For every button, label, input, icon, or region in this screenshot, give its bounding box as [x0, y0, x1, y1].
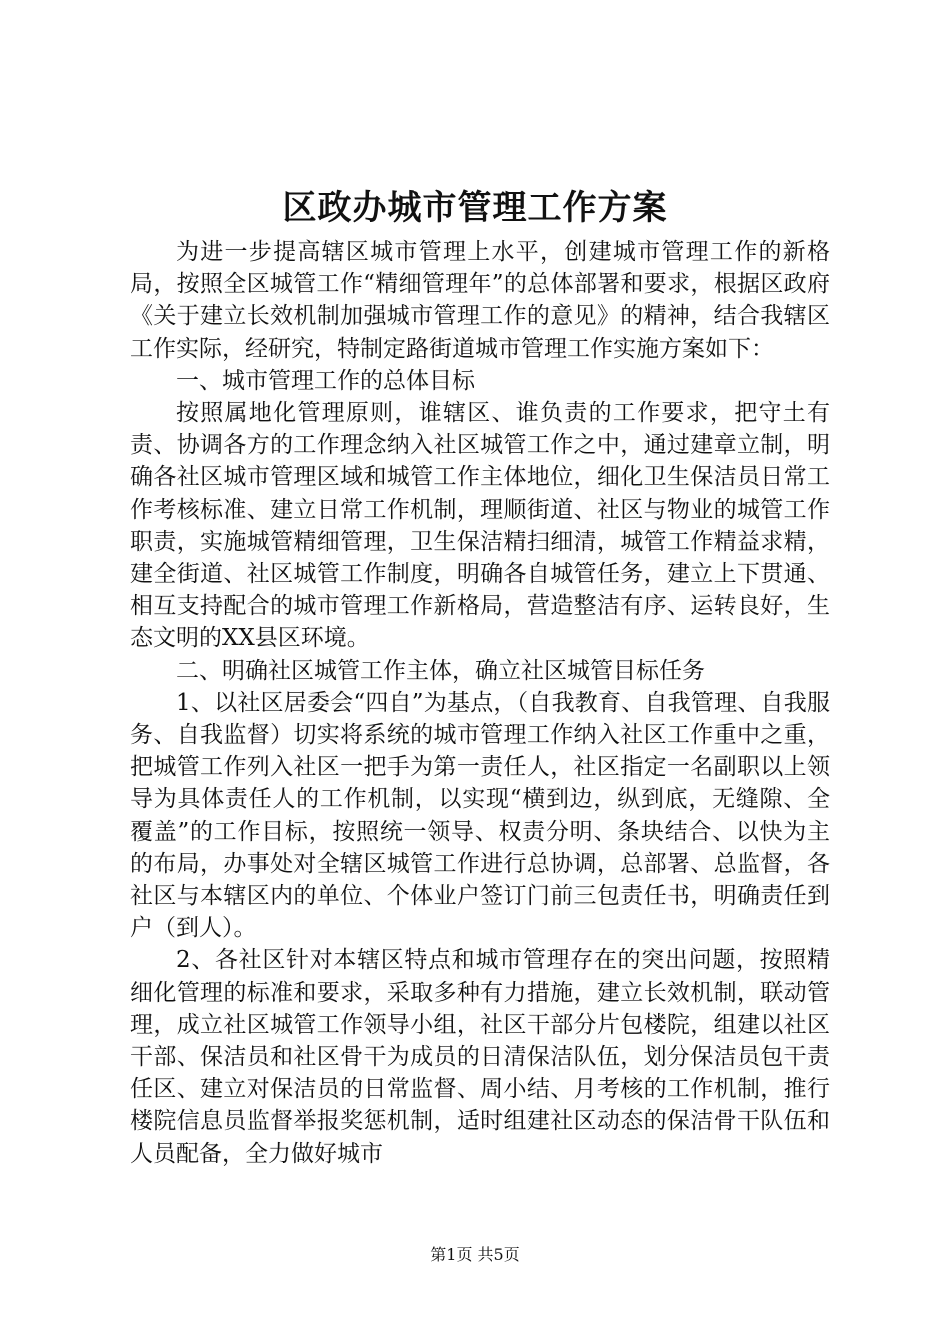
paragraph-section-1: 按照属地化管理原则，谁辖区、谁负责的工作要求，把守土有责、协调各方的工作理念纳入社区城管工作之中，通过建章立制，明确各社区城市管理区域和城管工作主体地位，细化卫生保洁员日常工作考核标准、建立日常工作机制，理顺街道、社区与物业的城管工作职责，实施城管精细管理，卫生保洁精扫细清，城管工作精益求精，建全街道、社区城管工作制度，明确各自城管任务，建立上下贯通、相互支持配合的城市管理工作新格局，营造整洁有序、运转良好，生态文明的XX县区环境。 — [130, 400, 830, 652]
document-body — [130, 236, 830, 1170]
paragraph-item-1: 1、以社区居委会“四自”为基点，（自我教育、自我管理、自我服务、自我监督）切实将系统的城市管理工作纳入社区工作重中之重，把城管工作列入社区一把手为第一责任人，社区指定一名副职以上领导为具体责任人的工作机制，以实现“横到边，纵到底，无缝隙、全覆盖”的工作目标，按照统一领导、权责分明、条块结合、以快为主的布局，办事处对全辖区城管工作进行总协调，总部署、总监督，各社区与本辖区内的单位、个体业户签订门前三包责任书，明确责任到户（到人）。 — [130, 689, 830, 942]
paragraph-item-2: 2、各社区针对本辖区特点和城市管理存在的突出问题，按照精细化管理的标准和要求，采取多种有力措施，建立长效机制，联动管理，成立社区城管工作领导小组，社区干部分片包楼院，组建以社区干部、保洁员和社区骨干为成员的日清保洁队伍，划分保洁员包干责任区、建立对保洁员的日常监督、周小结、月考核的工作机制，推行楼院信息员监督举报奖惩机制，适时组建社区动态的保洁骨干队伍和人员配备，全力做好城市 — [130, 947, 830, 1167]
section-heading-2: 二、明确社区城管工作主体，确立社区城管目标任务 — [176, 657, 705, 684]
paragraph-intro: 为进一步提高辖区城市管理上水平，创建城市管理工作的新格局，按照全区城管工作“精细管理年”的总体部署和要求，根据区政府《关于建立长效机制加强城市管理工作的意见》的精神，结合我辖区工作实际，经研究，特制定路街道城市管理工作实施方案如下： — [130, 239, 830, 362]
section-heading-1: 一、城市管理工作的总体目标 — [176, 367, 475, 394]
document-title: 区政办城市管理工作方案 — [282, 188, 668, 228]
page-footer: 第1页 共5页 — [430, 1245, 520, 1264]
